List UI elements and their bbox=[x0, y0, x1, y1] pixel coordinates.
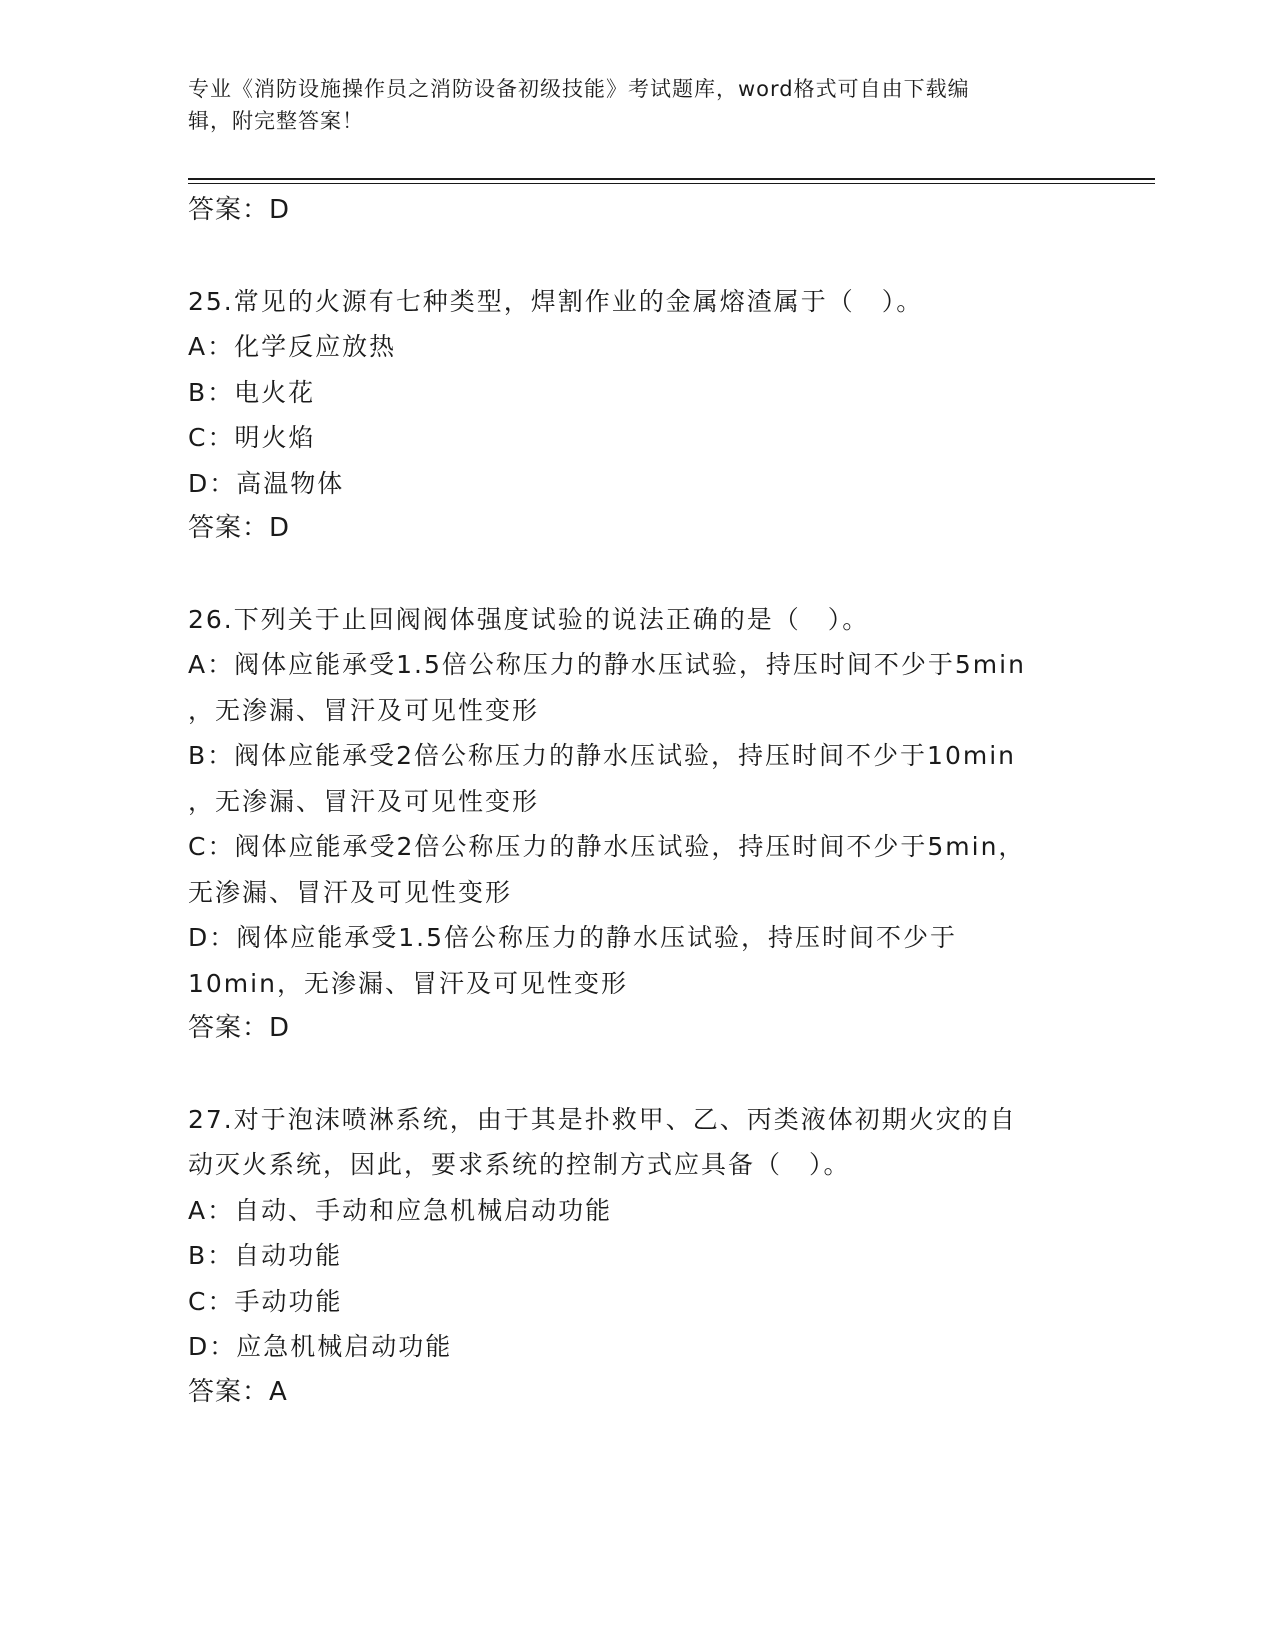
spacer bbox=[188, 234, 1088, 279]
question-list bbox=[188, 188, 1088, 1415]
option-b: B：自动功能 bbox=[188, 1241, 343, 1270]
question-stem: 26.下列关于止回阀阀体强度试验的说法正确的是（ ）。 bbox=[188, 604, 870, 634]
question-stem: 25.常见的火源有七种类型，焊割作业的金属熔渣属于（ ）。 bbox=[188, 286, 924, 316]
spacer bbox=[188, 552, 1088, 597]
spacer bbox=[188, 1052, 1088, 1097]
option-a: A：自动、手动和应急机械启动功能 bbox=[188, 1195, 613, 1225]
option-c: C：阀体应能承受2倍公称压力的静水压试验，持压时间不少于5min， bbox=[188, 832, 1026, 861]
header-line-1: 专业《消防设施操作员之消防设备初级技能》考试题库，word格式可自由下载编 bbox=[188, 77, 970, 101]
question-block bbox=[188, 279, 1088, 552]
option-d: D：阀体应能承受1.5倍公称压力的静水压试验，持压时间不少于 bbox=[188, 923, 958, 952]
header-divider-thick bbox=[188, 178, 1155, 180]
question-stem: 27.对于泡沫喷淋系统，由于其是扑救甲、乙、丙类液体初期火灾的自 bbox=[188, 1104, 1017, 1134]
option-c: C：明火焰 bbox=[188, 423, 316, 452]
header-divider-thin bbox=[188, 183, 1155, 184]
option-a: A：阀体应能承受1.5倍公称压力的静水压试验，持压时间不少于5min bbox=[188, 650, 1026, 679]
option-b: B：电火花 bbox=[188, 377, 316, 407]
option-c-continued: 无渗漏、冒汗及可见性变形 bbox=[188, 877, 513, 907]
option-a-continued: ，无渗漏、冒汗及可见性变形 bbox=[188, 695, 540, 725]
option-d: D：应急机械启动功能 bbox=[188, 1332, 453, 1361]
option-c: C：手动功能 bbox=[188, 1286, 343, 1316]
header-line-2: 辑，附完整答案！ bbox=[188, 109, 364, 133]
question-block bbox=[188, 597, 1088, 1052]
option-b-continued: ，无渗漏、冒汗及可见性变形 bbox=[188, 786, 540, 816]
option-b: B：阀体应能承受2倍公称压力的静水压试验，持压时间不少于10min bbox=[188, 741, 1017, 770]
document-header bbox=[188, 73, 1068, 137]
question-block bbox=[188, 1097, 1088, 1416]
answer-line: 答案：D bbox=[188, 1013, 291, 1043]
option-d: D：高温物体 bbox=[188, 468, 345, 498]
question-stem-continued: 动灭火系统，因此，要求系统的控制方式应具备（ ）。 bbox=[188, 1150, 851, 1179]
previous-answer: 答案：D bbox=[188, 195, 291, 225]
answer-line: 答案：D bbox=[188, 513, 291, 543]
option-d-continued: 10min，无渗漏、冒汗及可见性变形 bbox=[188, 968, 628, 998]
answer-line: 答案：A bbox=[188, 1376, 288, 1407]
option-a: A：化学反应放热 bbox=[188, 332, 397, 361]
